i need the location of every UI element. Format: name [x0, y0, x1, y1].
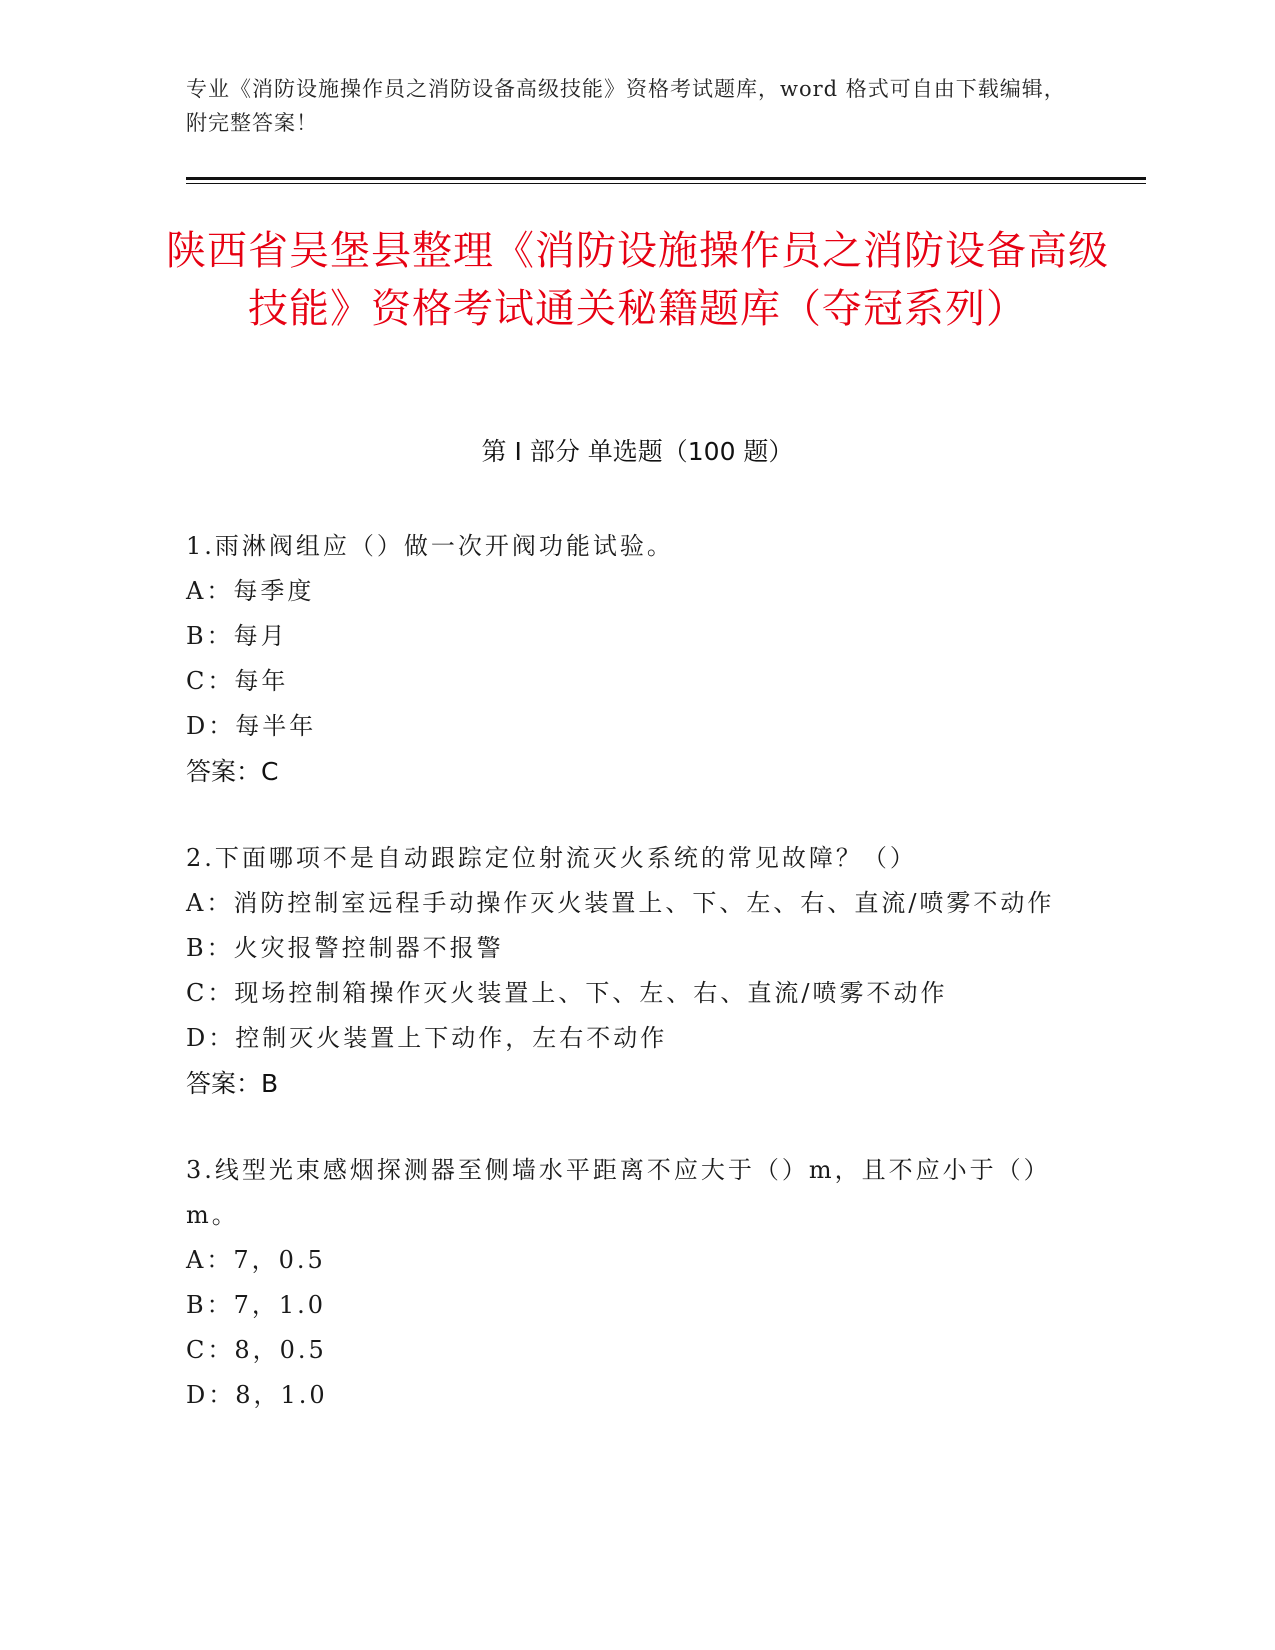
option-d: D：8，1.0 [186, 1381, 328, 1409]
question-2 [186, 836, 1066, 1106]
header-note: 专业《消防设施操作员之消防设备高级技能》资格考试题库，word 格式可自由下载编辑，附完整答案！ [186, 77, 1066, 135]
option-d: D：控制灭火装置上下动作，左右不动作 [186, 1024, 668, 1052]
option-c: C：现场控制箱操作灭火装置上、下、左、右、直流/喷雾不动作 [186, 979, 948, 1007]
option-b: B：每月 [186, 622, 288, 650]
option-c: C：8，0.5 [186, 1336, 327, 1364]
option-a: A：消防控制室远程手动操作灭火装置上、下、左、右、直流/喷雾不动作 [186, 889, 1055, 917]
question-text: 3.线型光束感烟探测器至侧墙水平距离不应大于（）m，且不应小于（）m。 [186, 1156, 1051, 1229]
question-text: 1.雨淋阀组应（）做一次开阀功能试验。 [186, 532, 674, 560]
header-divider-thin [186, 183, 1146, 184]
document-title: 陕西省吴堡县整理《消防设施操作员之消防设备高级技能》资格考试通关秘籍题库（夺冠系列） [166, 228, 1109, 332]
option-b: B：7，1.0 [186, 1291, 327, 1319]
question-1 [186, 524, 1066, 794]
answer: 答案：C [186, 757, 279, 786]
option-d: D：每半年 [186, 712, 317, 740]
question-3 [186, 1148, 1066, 1418]
option-c: C：每年 [186, 667, 289, 695]
option-a: A：7，0.5 [186, 1246, 326, 1274]
question-list [186, 524, 1066, 1460]
option-b: B：火灾报警控制器不报警 [186, 934, 504, 962]
question-text: 2.下面哪项不是自动跟踪定位射流灭火系统的常见故障？（） [186, 844, 917, 872]
header-divider-thick [186, 177, 1146, 180]
answer: 答案：B [186, 1069, 279, 1098]
section-title: 第 I 部分 单选题（100 题） [481, 437, 794, 466]
option-a: A：每季度 [186, 577, 315, 605]
